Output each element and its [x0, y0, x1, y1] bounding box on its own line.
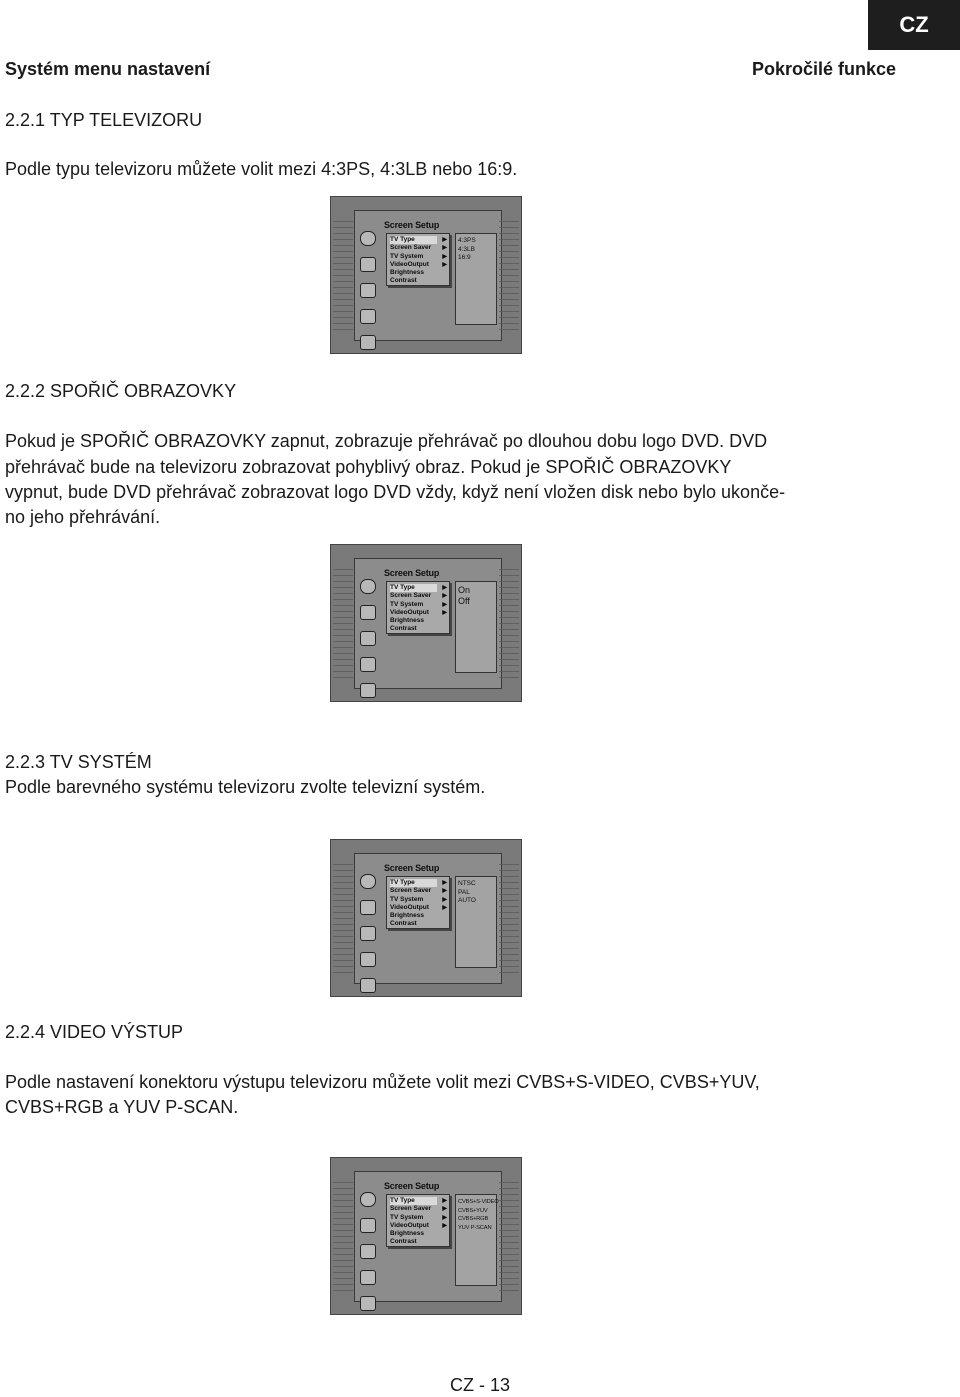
osd-option[interactable]: NTSC	[458, 880, 476, 887]
language-tab: CZ	[868, 0, 960, 50]
osd-menu-item-label: Contrast	[390, 1238, 417, 1246]
osd-panel	[354, 558, 502, 689]
arrow-right-icon: ▶	[442, 245, 447, 252]
osd-menu	[386, 581, 450, 634]
osd-menu-item[interactable]	[390, 601, 449, 609]
arrow-right-icon: ▶	[442, 609, 447, 616]
osd-menu-item[interactable]	[390, 896, 449, 904]
speaker-icon	[360, 926, 376, 941]
osd-menu-item-label: Brightness	[390, 269, 424, 277]
osd-option[interactable]: AUTO	[458, 897, 476, 904]
osd-options-panel	[455, 1194, 497, 1286]
osd-menu-item-label: TV Type	[390, 1197, 415, 1204]
section-text-line-2: CVBS+RGB a YUV P-SCAN.	[5, 1097, 239, 1117]
osd-title: Screen Setup	[384, 863, 440, 873]
osd-menu-item[interactable]	[390, 584, 447, 592]
osd-menu-item-label: Screen Saver	[390, 1205, 432, 1213]
osd-screenshot-screen-saver	[330, 544, 522, 702]
page-number: CZ - 13	[449, 1375, 510, 1395]
osd-menu-item-label: Contrast	[390, 625, 417, 633]
arrow-right-icon: ▶	[442, 904, 447, 911]
osd-icon-column	[360, 874, 378, 1004]
tools-icon	[360, 309, 376, 324]
osd-options-panel	[455, 233, 497, 325]
section-text-tv-system: Podle barevného systému televizoru zvolte televizní systém.	[5, 777, 486, 797]
header-right-title: Pokročilé funkce	[751, 59, 896, 79]
osd-option[interactable]: On	[458, 585, 471, 595]
osd-menu-item[interactable]	[390, 1197, 447, 1205]
osd-screenshot-tv-type	[330, 196, 522, 354]
tv-icon	[360, 1218, 376, 1233]
osd-menu-item[interactable]	[390, 625, 449, 633]
osd-menu-item-label: TV System	[390, 600, 424, 608]
osd-menu-item-label: Brightness	[390, 617, 424, 625]
tv-icon	[360, 605, 376, 620]
osd-menu-item[interactable]	[390, 887, 449, 895]
arrow-right-icon: ▶	[442, 896, 447, 903]
osd-option[interactable]: PAL	[458, 888, 470, 896]
osd-menu-item-label: TV Type	[390, 236, 415, 243]
osd-menu-item-label: VideoOutput	[390, 608, 429, 616]
osd-option[interactable]: YUV P-SCAN	[458, 1224, 492, 1231]
arrow-right-icon: ▶	[442, 1214, 447, 1221]
section-heading-screen-saver: 2.2.2 SPOŘIČ OBRAZOVKY	[5, 381, 237, 401]
osd-menu-item[interactable]	[390, 912, 449, 920]
exit-icon	[360, 1296, 376, 1311]
osd-icon-column	[360, 1192, 378, 1322]
osd-menu-item-label: Brightness	[390, 912, 424, 920]
arrow-right-icon: ▶	[442, 261, 447, 268]
osd-menu-item[interactable]	[390, 1238, 449, 1246]
arrow-right-icon: ▶	[442, 585, 447, 591]
osd-menu-item-label: Contrast	[390, 920, 417, 928]
section-text-line-3: vypnut, bude DVD přehrávač zobrazovat logo DVD vždy, když není vložen disk nebo bylo ukonče-	[5, 482, 786, 502]
osd-option[interactable]: 4:3LB	[458, 245, 475, 253]
exit-icon	[360, 335, 376, 350]
osd-menu-item-label: TV System	[390, 895, 424, 903]
osd-options-panel	[455, 876, 497, 968]
osd-menu-item[interactable]	[390, 904, 449, 912]
dotted-border-right	[499, 221, 519, 333]
osd-menu-item-label: Screen Saver	[390, 592, 432, 600]
osd-menu-item[interactable]	[390, 1222, 449, 1230]
osd-panel	[354, 853, 502, 984]
osd-menu-item[interactable]	[390, 277, 449, 285]
speaker-icon	[360, 283, 376, 298]
osd-title: Screen Setup	[384, 220, 440, 230]
arrow-right-icon: ▶	[442, 1206, 447, 1213]
osd-menu-item[interactable]	[390, 253, 449, 261]
osd-screenshot-tv-system	[330, 839, 522, 997]
osd-menu-item[interactable]	[390, 1205, 449, 1213]
tools-icon	[360, 1270, 376, 1285]
osd-menu-item-label: Screen Saver	[390, 244, 432, 252]
osd-option[interactable]: CVBS+S-VIDEO	[458, 1199, 499, 1205]
osd-menu-item[interactable]	[390, 609, 449, 617]
arrow-right-icon: ▶	[442, 593, 447, 600]
tools-icon	[360, 952, 376, 967]
osd-menu-item[interactable]	[390, 269, 449, 277]
osd-menu-item[interactable]	[390, 592, 449, 600]
osd-screenshot-video-output	[330, 1157, 522, 1315]
osd-menu-item[interactable]	[390, 261, 449, 269]
osd-option[interactable]: 16:9	[458, 254, 471, 261]
osd-menu-item[interactable]	[390, 617, 449, 625]
osd-menu-item-label: Brightness	[390, 1230, 424, 1238]
osd-menu-item[interactable]	[390, 1214, 449, 1222]
tv-icon	[360, 257, 376, 272]
arrow-right-icon: ▶	[442, 1222, 447, 1229]
osd-menu	[386, 876, 450, 929]
osd-options-panel	[455, 581, 497, 673]
dotted-border-left	[333, 1182, 353, 1294]
osd-menu-item-label: TV System	[390, 252, 424, 260]
osd-icon-column	[360, 579, 378, 709]
exit-icon	[360, 683, 376, 698]
speech-bubble-icon	[360, 1192, 376, 1207]
osd-option[interactable]: CVBS+YUV	[458, 1207, 488, 1214]
osd-menu-item[interactable]	[390, 244, 449, 252]
section-text-line-1: Podle nastavení konektoru výstupu televizoru můžete volit mezi CVBS+S-VIDEO, CVBS+YUV,	[5, 1072, 760, 1092]
osd-menu-item-label: TV System	[390, 1213, 424, 1221]
osd-menu	[386, 1194, 450, 1247]
osd-title: Screen Setup	[384, 1181, 440, 1191]
osd-menu-item[interactable]	[390, 236, 447, 244]
arrow-right-icon: ▶	[442, 880, 447, 886]
arrow-right-icon: ▶	[442, 601, 447, 608]
section-text-line-1: Pokud je SPOŘIČ OBRAZOVKY zapnut, zobrazuje přehrávač po dlouhou dobu logo DVD. DVD	[5, 431, 768, 451]
osd-menu-item-label: VideoOutput	[390, 1221, 429, 1229]
tv-icon	[360, 900, 376, 915]
osd-panel	[354, 1171, 502, 1302]
osd-menu	[386, 233, 450, 286]
dotted-border-right	[499, 569, 519, 681]
dotted-border-left	[333, 221, 353, 333]
osd-menu-item-label: Screen Saver	[390, 887, 432, 895]
arrow-right-icon: ▶	[442, 237, 447, 243]
osd-menu-item-label: Contrast	[390, 277, 417, 285]
dotted-border-left	[333, 864, 353, 976]
arrow-right-icon: ▶	[442, 1198, 447, 1204]
osd-menu-item[interactable]	[390, 920, 449, 928]
speech-bubble-icon	[360, 874, 376, 889]
osd-menu-item[interactable]	[390, 1230, 449, 1238]
section-text-tv-type: Podle typu televizoru můžete volit mezi 4:3PS, 4:3LB nebo 16:9.	[5, 159, 518, 179]
speech-bubble-icon	[360, 579, 376, 594]
arrow-right-icon: ▶	[442, 888, 447, 895]
arrow-right-icon: ▶	[442, 253, 447, 260]
speaker-icon	[360, 631, 376, 646]
header-left-title: Systém menu nastavení	[5, 59, 211, 79]
tools-icon	[360, 657, 376, 672]
osd-option[interactable]: CVBS+RGB	[458, 1216, 489, 1222]
dotted-border-left	[333, 569, 353, 681]
section-heading-tv-type: 2.2.1 TYP TELEVIZORU	[5, 110, 203, 130]
speaker-icon	[360, 1244, 376, 1259]
osd-title: Screen Setup	[384, 568, 440, 578]
osd-option[interactable]: 4:3PS	[458, 237, 476, 244]
section-text-line-4: no jeho přehrávání.	[5, 507, 161, 527]
section-heading-video-output: 2.2.4 VIDEO VÝSTUP	[5, 1022, 184, 1042]
osd-menu-item[interactable]	[390, 879, 447, 887]
osd-icon-column	[360, 231, 378, 361]
dotted-border-right	[499, 864, 519, 976]
dotted-border-right	[499, 1182, 519, 1294]
osd-menu-item-label: VideoOutput	[390, 903, 429, 911]
osd-panel	[354, 210, 502, 341]
osd-menu-item-label: TV Type	[390, 879, 415, 886]
osd-menu-item-label: TV Type	[390, 584, 415, 591]
exit-icon	[360, 978, 376, 993]
speech-bubble-icon	[360, 231, 376, 246]
section-heading-tv-system: 2.2.3 TV SYSTÉM	[5, 752, 152, 772]
osd-menu-item-label: VideoOutput	[390, 260, 429, 268]
osd-option[interactable]: Off	[458, 595, 470, 606]
section-text-line-2: přehrávač bude na televizoru zobrazovat pohyblivý obraz. Pokud je SPOŘIČ OBRAZOVKY	[5, 457, 732, 477]
